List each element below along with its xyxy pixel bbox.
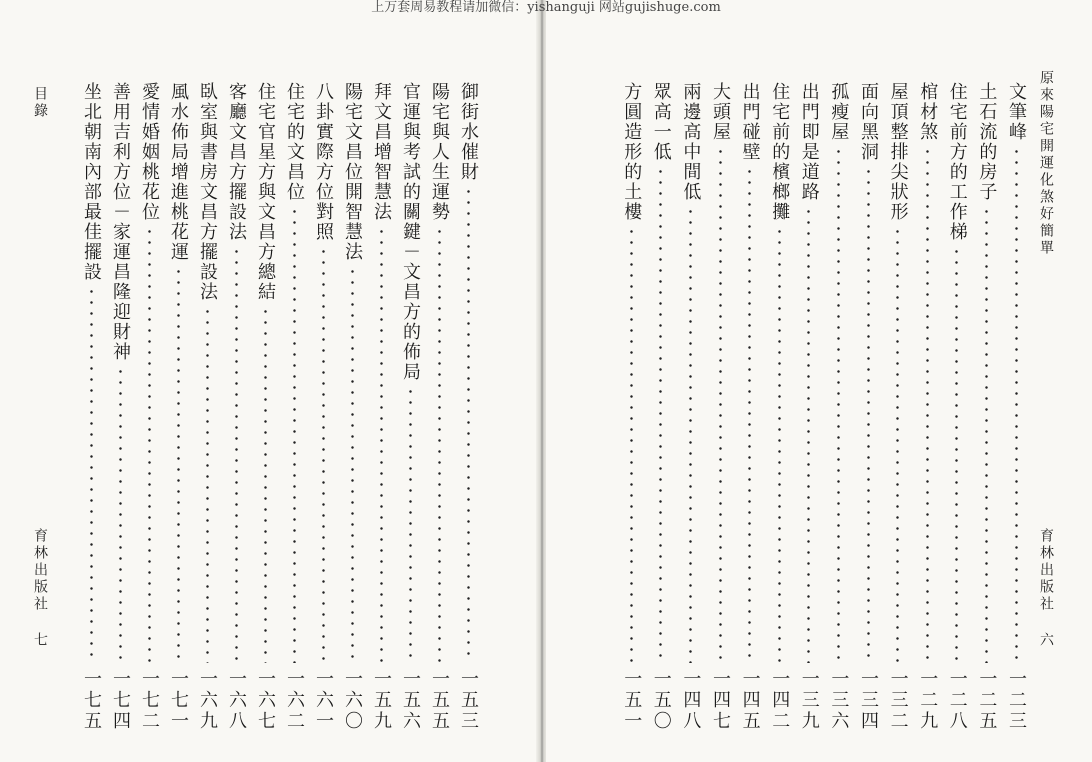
toc-entry-page-number: 一六八 <box>226 669 247 732</box>
dot-leader <box>409 386 412 663</box>
toc-entry-page-number: 一三六 <box>828 669 850 732</box>
left-page-footer: 育林出版社 七 <box>32 528 48 649</box>
toc-entry-page-number: 一二九 <box>917 669 939 732</box>
toc-entry <box>797 82 821 732</box>
toc-entry-title: 住宅前方的工作梯 <box>946 82 968 242</box>
dot-leader <box>837 146 840 663</box>
toc-entry-title: 陽宅文昌位開智慧法 <box>342 82 363 262</box>
toc-entry-title: 出門碰壁 <box>739 82 761 162</box>
toc-entry-page-number: 一七五 <box>81 669 102 732</box>
toc-entry <box>945 82 969 732</box>
toc-entry-page-number: 一五五 <box>429 669 450 732</box>
dot-leader <box>351 266 354 663</box>
toc-entry <box>166 82 190 732</box>
dot-leader <box>235 246 238 663</box>
toc-entry <box>767 82 791 732</box>
toc-entry <box>649 82 673 732</box>
toc-entry-title: 孤瘦屋 <box>828 82 850 142</box>
toc-entry-title: 坐北朝南內部最佳擺設 <box>81 82 102 282</box>
toc-entry-title: 屋頂整排尖狀形 <box>887 82 909 222</box>
toc-entry <box>253 82 277 732</box>
dot-leader <box>380 226 383 663</box>
toc-entry-page-number: 一三二 <box>887 669 909 732</box>
toc-entry <box>974 82 998 732</box>
toc-entry-page-number: 一四五 <box>739 669 761 732</box>
toc-entry-title: 愛情婚姻桃花位 <box>139 82 160 222</box>
toc-entry <box>708 82 732 732</box>
dot-leader <box>630 226 633 663</box>
toc-entry <box>427 82 451 732</box>
dot-leader <box>293 206 296 663</box>
toc-entry-page-number: 一四二 <box>769 669 791 732</box>
dot-leader <box>778 226 781 663</box>
toc-entry-title: 臥室與書房文昌方擺設法 <box>197 82 218 302</box>
dot-leader <box>90 286 93 663</box>
toc-entry <box>282 82 306 732</box>
toc-entry-title: 文筆峰 <box>1006 82 1027 142</box>
toc-entry-page-number: 一四八 <box>680 669 702 732</box>
toc-entry-page-number: 一四七 <box>710 669 731 732</box>
toc-entry-title: 客廳文昌方擺設法 <box>226 82 247 242</box>
dot-leader <box>438 226 441 663</box>
dot-leader <box>119 366 122 663</box>
toc-entry-page-number: 一五三 <box>458 669 479 732</box>
left-page <box>0 0 538 762</box>
toc-entry <box>915 82 939 732</box>
toc-entry-title: 住宅前的檳榔攤 <box>769 82 791 222</box>
toc-entry-title: 拜文昌增智慧法 <box>371 82 392 222</box>
toc-entry <box>678 82 702 732</box>
toc-entry-page-number: 一三九 <box>798 669 820 732</box>
toc-entry-page-number: 一五〇 <box>650 669 672 732</box>
toc-entry-title: 住宅官星方與文昌方總結 <box>255 82 276 302</box>
dot-leader <box>322 246 325 663</box>
toc-entry-page-number: 一五六 <box>400 669 421 732</box>
toc-entry-title: 面向黑洞 <box>858 82 879 162</box>
dot-leader <box>467 186 470 663</box>
toc-entry-page-number: 一六〇 <box>342 669 363 732</box>
toc-entry-title: 棺材煞 <box>917 82 939 142</box>
toc-entry-page-number: 一五一 <box>621 669 643 732</box>
toc-entry <box>1004 82 1028 732</box>
toc-entry <box>738 82 762 732</box>
toc-entry <box>224 82 248 732</box>
dot-leader <box>1015 146 1018 663</box>
toc-entry <box>79 82 103 732</box>
toc-entry-page-number: 一三四 <box>858 669 879 732</box>
right-page-footer: 育林出版社 六 <box>1038 528 1054 649</box>
toc-entry <box>137 82 161 732</box>
toc-entry-page-number: 一六一 <box>313 669 334 732</box>
toc-entry-page-number: 一六九 <box>197 669 218 732</box>
toc-entry <box>398 82 422 732</box>
toc-entry-title: 大頭屋 <box>710 82 731 142</box>
toc-entry-title: 八卦實際方位對照 <box>313 82 334 242</box>
toc-entry-title: 土石流的房子 <box>976 82 998 202</box>
toc-entry <box>369 82 393 732</box>
toc-entry <box>311 82 335 732</box>
toc-entry-title: 善用吉利方位－家運昌隆迎財神 <box>110 82 131 362</box>
toc-entry <box>856 82 880 732</box>
toc-entry <box>340 82 364 732</box>
toc-entry-page-number: 一二三 <box>1006 669 1027 732</box>
right-page <box>546 0 1092 762</box>
toc-entry <box>456 82 480 732</box>
toc-entry-page-number: 一七一 <box>168 669 189 732</box>
toc-entry-title: 兩邊高中間低 <box>680 82 702 202</box>
dot-leader <box>867 166 870 663</box>
toc-entry <box>108 82 132 732</box>
toc-entry-title: 御街水催財 <box>458 82 479 182</box>
dot-leader <box>748 166 751 663</box>
toc-entry-title: 陽宅與人生運勢 <box>429 82 450 222</box>
dot-leader <box>659 166 662 663</box>
dot-leader <box>177 266 180 663</box>
toc-entry-page-number: 一五九 <box>371 669 392 732</box>
toc-entry-title: 風水佈局增進桃花運 <box>168 82 189 262</box>
toc-entry <box>886 82 910 732</box>
dot-leader <box>985 206 988 663</box>
toc-entry-page-number: 一六七 <box>255 669 276 732</box>
toc-entry-title: 官運與考試的關鍵－文昌方的佈局 <box>400 82 421 382</box>
toc-entry-page-number: 一二八 <box>946 669 968 732</box>
dot-leader <box>807 206 810 663</box>
dot-leader <box>926 146 929 663</box>
toc-entry-page-number: 一六二 <box>284 669 305 732</box>
toc-entry-page-number: 一七二 <box>139 669 160 732</box>
toc-entry-page-number: 一二五 <box>976 669 998 732</box>
toc-entry <box>195 82 219 732</box>
watermark-text: 上万套周易教程请加微信：yishanguji 网站gujishuge.com <box>371 0 721 15</box>
dot-leader <box>955 246 958 663</box>
toc-entry <box>619 82 643 732</box>
dot-leader <box>148 226 151 663</box>
toc-entry <box>826 82 850 732</box>
toc-entry-page-number: 一七四 <box>110 669 131 732</box>
left-page-header: 目錄 <box>32 86 48 120</box>
toc-entry-title: 住宅的文昌位 <box>284 82 305 202</box>
dot-leader <box>719 146 722 663</box>
dot-leader <box>206 306 209 663</box>
right-page-header: 原來陽宅開運化煞好簡單 <box>1038 70 1054 257</box>
toc-entry-title: 出門即是道路 <box>798 82 820 202</box>
dot-leader <box>264 306 267 663</box>
toc-entry-title: 眾高一低 <box>650 82 672 162</box>
toc-entry-title: 方圓造形的土樓 <box>621 82 643 222</box>
dot-leader <box>689 206 692 663</box>
dot-leader <box>896 226 899 663</box>
